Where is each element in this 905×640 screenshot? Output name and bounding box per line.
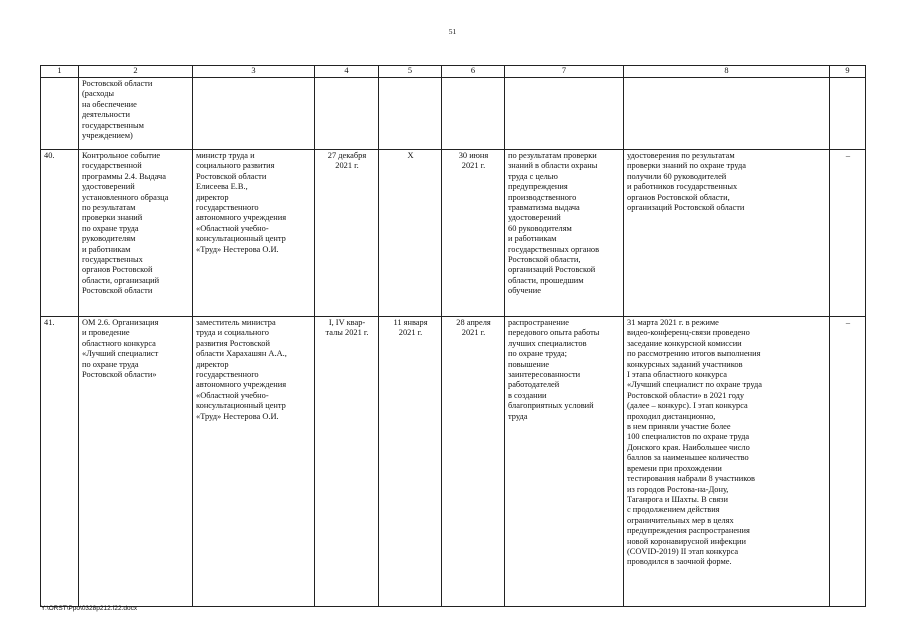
- column-header: 5: [379, 66, 442, 78]
- cell-event-name: Ростовской области (расходы на обеспечение деятельности государственным учреждением): [79, 78, 193, 150]
- cell-responsible: [193, 78, 315, 150]
- cell-notes: –: [830, 150, 866, 317]
- column-header: 6: [442, 66, 505, 78]
- cell-actual-start: X: [379, 150, 442, 317]
- cell-planned-date: [315, 78, 379, 150]
- table-row: [41, 317, 866, 607]
- column-header: 8: [624, 66, 830, 78]
- page-number: 51: [448, 27, 457, 36]
- cell-actual-start: [379, 78, 442, 150]
- cell-actual-end: 30 июня 2021 г.: [442, 150, 505, 317]
- cell-actual-result: [624, 78, 830, 150]
- cell-number: 40.: [41, 150, 79, 317]
- cell-expected-result: распространение передового опыта работы лучших специалистов по охране труда; повышение заинтересованности работодателей в создании благоприятных условий труда: [505, 317, 624, 607]
- table-header-row: [41, 66, 866, 78]
- cell-actual-result: удостоверения по результатам проверки знаний по охране труда получили 60 руководителей и работников государственных органов Ростовской области, организаций Ростовской области: [624, 150, 830, 317]
- column-header: 2: [79, 66, 193, 78]
- cell-actual-end: [442, 78, 505, 150]
- cell-planned-date: I, IV квар- талы 2021 г.: [315, 317, 379, 607]
- column-header: 4: [315, 66, 379, 78]
- cell-planned-date: 27 декабря 2021 г.: [315, 150, 379, 317]
- cell-expected-result: [505, 78, 624, 150]
- cell-notes: –: [830, 317, 866, 607]
- cell-actual-result: 31 марта 2021 г. в режиме видео-конференц-связи проведено заседание конкурсной комиссии по рассмотрению итогов выполнения конкурсных заданий участников I этапа областного конкурса «Лучший специалист по охране труда Ростовской области» в 2021 году (далее – конкурс). I этап конкурса проходил дистанционно, в нем приняли участие более 100 специалистов по охране труда Донского края. Наибольшее число баллов за наименьшее количество времени при прохождении тестирования набрали 8 участников из городов Ростова-на-Дону, Таганрога и Шахты. В связи с продолжением действия ограничительных мер в целях предупреждения распространения новой коронавирусной инфекции (COVID-2019) II этап конкурса проводился в заочной форме.: [624, 317, 830, 607]
- cell-responsible: министр труда и социального развития Ростовской области Елисеева Е.В., директор государственного автономного учреждения «Областной учебно- консультационный центр «Труд» Нестерова О.И.: [193, 150, 315, 317]
- cell-event-name: ОМ 2.6. Организация и проведение областного конкурса «Лучший специалист по охране труда Ростовской области»: [79, 317, 193, 607]
- table-row: [41, 150, 866, 317]
- column-header: 7: [505, 66, 624, 78]
- report-table: [40, 65, 866, 607]
- column-header: 9: [830, 66, 866, 78]
- table-row: [41, 78, 866, 150]
- cell-actual-start: 11 января 2021 г.: [379, 317, 442, 607]
- cell-event-name: Контрольное событие государственной программы 2.4. Выдача удостоверений установленного образца по результатам проверки знаний по охране труда руководителям и работникам государственных органов Ростовской области, организаций Ростовской области: [79, 150, 193, 317]
- cell-responsible: заместитель министра труда и социального развития Ростовской области Харахашян А.А., директор государственного автономного учреждения «Областной учебно- консультационный центр «Труд» Нестерова О.И.: [193, 317, 315, 607]
- cell-expected-result: по результатам проверки знаний в области охраны труда с целью предупреждения производственного травматизма выдача удостоверений 60 руководителям и работникам государственных органов Ростовской области, организаций Ростовской области, прошедшим обучение: [505, 150, 624, 317]
- column-header: 3: [193, 66, 315, 78]
- cell-number: 41.: [41, 317, 79, 607]
- file-path-footer: Y:\ORST\Ppo\0328p212.f22.docx: [41, 605, 138, 612]
- cell-actual-end: 28 апреля 2021 г.: [442, 317, 505, 607]
- cell-number: [41, 78, 79, 150]
- cell-notes: [830, 78, 866, 150]
- column-header: 1: [41, 66, 79, 78]
